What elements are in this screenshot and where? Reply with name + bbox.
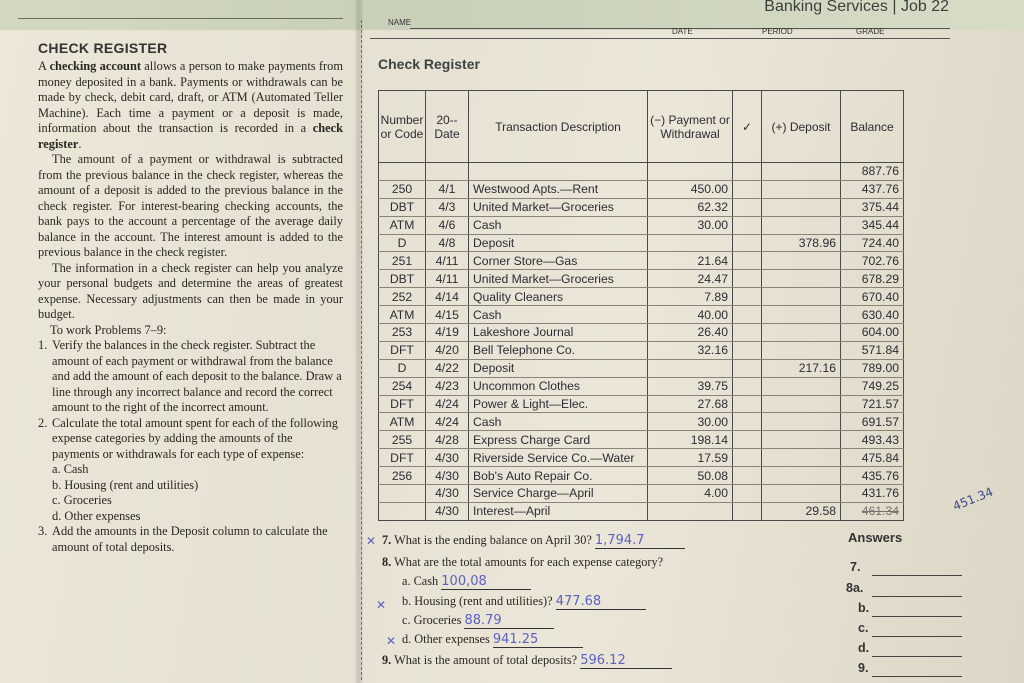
cell-desc: Riverside Service Co.—Water [469,449,648,467]
cell-chk [733,413,762,431]
question-7: 7. What is the ending balance on April 30? 1,794.7 [382,533,685,549]
cell-pay: 39.75 [648,377,733,395]
question-8b: b. Housing (rent and utilities)? 477.68 [402,594,646,610]
x-mark: ✕ [366,534,377,548]
cell-date: 4/8 [426,234,469,252]
cell-desc: Westwood Apts.—Rent [469,180,648,198]
cell-bal: 789.00 [841,359,904,377]
section-heading: CHECK REGISTER [38,40,168,56]
cell-desc: Quality Cleaners [469,288,648,306]
cell-desc: Bob's Auto Repair Co. [469,467,648,485]
category-d: d. Other expenses [52,508,141,523]
instructions-column [38,40,343,555]
answer-line-7[interactable] [872,575,962,576]
cell-chk [733,467,762,485]
cell-chk [733,449,762,467]
register-row [379,288,904,306]
job-label: Job 22 [900,0,949,15]
cell-pay: 450.00 [648,180,733,198]
cell-num: DBT [379,270,426,288]
cell-num: 250 [379,180,426,198]
register-row [379,180,904,198]
register-row [379,502,904,520]
cell-desc: Interest—April [469,502,648,520]
cell-num: D [379,359,426,377]
steps-list [38,323,343,556]
cell-chk [733,252,762,270]
cell-bal: 670.40 [841,288,904,306]
cell-bal: 461.34 [841,502,904,520]
cell-bal: 604.00 [841,324,904,342]
cell-desc: Deposit [469,234,648,252]
cell-bal: 437.76 [841,180,904,198]
answer-label-7: 7. [850,560,861,574]
register-row [379,270,904,288]
header-rule [370,38,950,39]
cell-bal: 345.44 [841,216,904,234]
cell-date: 4/30 [426,467,469,485]
question-9: 9. What is the amount of total deposits? 596.12 [382,653,672,669]
cell-dep: 217.16 [762,359,841,377]
register-row [379,306,904,324]
col-number: Number or Code [379,91,426,163]
cell-bal: 724.40 [841,234,904,252]
cell-dep [762,180,841,198]
q8b-answer-field[interactable]: 477.68 [556,594,646,610]
cell-num [379,485,426,503]
cell-dep [762,449,841,467]
cell-num: 254 [379,377,426,395]
header-banner [0,0,1024,30]
cell-date: 4/23 [426,377,469,395]
cell-pay: 62.32 [648,198,733,216]
register-row [379,395,904,413]
question-8d: d. Other expenses 941.25 [402,632,583,648]
cell-pay: 40.00 [648,306,733,324]
cell-date: 4/20 [426,341,469,359]
question-8: 8. What are the total amounts for each expense category? [382,555,664,569]
answer-line-8d[interactable] [872,656,962,657]
cell-pay: 4.00 [648,485,733,503]
question-8a: a. Cash 100,08 [402,574,531,590]
cell-dep [762,216,841,234]
cell-chk [733,306,762,324]
col-payment: (−) Payment or Withdrawal [648,91,733,163]
cell-chk [733,431,762,449]
cell-date: 4/24 [426,413,469,431]
cell-chk [733,485,762,503]
cell-desc: Express Charge Card [469,431,648,449]
register-row [379,216,904,234]
cell-desc: Power & Light—Elec. [469,395,648,413]
cell-num: 255 [379,431,426,449]
cell-bal: 571.84 [841,341,904,359]
analyze-paragraph: The information in a check register can help you analyze your personal budgets and determine the areas of greatest expense. Necessary adjustments can then be made in your budget. [38,260,343,321]
register-row [379,252,904,270]
q8d-answer-field[interactable]: 941.25 [493,632,583,648]
cell-chk [733,502,762,520]
cell-pay: 26.40 [648,324,733,342]
register-row [379,485,904,503]
cell-chk [733,216,762,234]
cell-pay: 27.68 [648,395,733,413]
cell-num: ATM [379,413,426,431]
answer-line-8c[interactable] [872,636,962,637]
margin-note: 451.34 [950,484,996,514]
cell-date: 4/6 [426,216,469,234]
answer-line-8b[interactable] [872,616,962,617]
intro-paragraph: A checking account allows a person to make payments from money deposited in a bank. Payments or withdrawals can be made by check, debit card, draft, or ATM (Automated Teller Machine). Each time a payment or a deposit is made, information about the transaction is recorded in a check register. [38,59,343,151]
register-row [379,377,904,395]
cell-num: DBT [379,198,426,216]
cell-chk [733,341,762,359]
answer-label-8c: c. [858,621,869,635]
answer-line-9[interactable] [872,676,962,677]
question-8c: c. Groceries 88.79 [402,613,554,629]
cell-desc: Cash [469,413,648,431]
cell-pay: 30.00 [648,216,733,234]
col-balance: Balance [841,91,904,163]
cell-dep [762,395,841,413]
cell-dep [762,288,841,306]
x-mark-d: ✕ [386,634,397,648]
cell-dep: 29.58 [762,502,841,520]
cell-chk [733,324,762,342]
cell-bal: 678.29 [841,270,904,288]
step-3: 3. Add the amounts in the Deposit column to calculate the amount of total deposits. [38,524,328,554]
q8c-answer-field[interactable]: 88.79 [464,613,554,629]
category-b: b. Housing (rent and utilities) [52,477,199,492]
work-intro: To work Problems 7–9: [50,322,167,337]
register-row [379,413,904,431]
opening-row [379,163,904,181]
cell-date: 4/28 [426,431,469,449]
register-row [379,431,904,449]
grade-field-label: GRADE [856,27,885,36]
cell-bal: 493.43 [841,431,904,449]
cell-date: 4/11 [426,270,469,288]
cell-chk [733,234,762,252]
cell-dep [762,377,841,395]
cell-date: 4/19 [426,324,469,342]
cell-chk [733,288,762,306]
period-field-label: PERIOD [762,27,793,36]
cell-pay: 32.16 [648,341,733,359]
cell-bal: 749.25 [841,377,904,395]
cut-line [361,20,362,680]
cell-num: 252 [379,288,426,306]
date-field-label: DATE [672,27,693,36]
cell-dep [762,198,841,216]
cell-chk [733,270,762,288]
subtract-paragraph: The amount of a payment or withdrawal is subtracted from the previous balance in the check register, whereas the amount of a deposit is added to the previous balance in the check register. For interest-bearing checking accounts, the bank pays to the account a percentage of the average daily balance in the account. The interest amount is added to the previous balance in the check register. [38,152,343,259]
cell-dep: 378.96 [762,234,841,252]
cell-num: 253 [379,324,426,342]
cell-date: 4/3 [426,198,469,216]
cell-chk [733,377,762,395]
cell-dep [762,467,841,485]
left-rule [18,18,343,19]
cell-pay: 198.14 [648,431,733,449]
cell-dep [762,413,841,431]
cell-bal: 630.40 [841,306,904,324]
cell-bal: 691.57 [841,413,904,431]
category-a: a. Cash [52,462,89,476]
register-rows [379,163,904,521]
cell-pay: 50.08 [648,467,733,485]
cell-date: 4/14 [426,288,469,306]
cell-num: ATM [379,306,426,324]
answer-label-8d: d. [858,641,870,655]
cell-dep [762,324,841,342]
col-deposit: (+) Deposit [762,91,841,163]
answer-line-8a[interactable] [872,596,962,597]
cell-date: 4/24 [426,395,469,413]
cell-num: DFT [379,449,426,467]
cell-bal: 475.84 [841,449,904,467]
cell-desc: United Market—Groceries [469,270,648,288]
cell-desc: Uncommon Clothes [469,377,648,395]
register-row [379,234,904,252]
cell-bal: 702.76 [841,252,904,270]
step-1: 1. Verify the balances in the check register. Subtract the amount of each payment or withdrawal from the balance and add the amount of each deposit to the balance. Draw a line through any incorrect balance and record the correct amount to the right of the incorrect amount. [38,338,342,414]
col-date: 20-- Date [426,91,469,163]
register-row [379,449,904,467]
cell-desc: Deposit [469,359,648,377]
cell-dep [762,341,841,359]
cell-pay: 7.89 [648,288,733,306]
cell-pay: 30.00 [648,413,733,431]
cell-dep [762,252,841,270]
cell-dep [762,306,841,324]
x-mark-b: ✕ [376,598,387,612]
cell-date: 4/30 [426,449,469,467]
cell-desc: United Market—Groceries [469,198,648,216]
register-row [379,359,904,377]
brand-label: Banking Services [764,0,888,15]
cell-dep [762,431,841,449]
cell-date: 4/30 [426,485,469,503]
q9-answer-field[interactable]: 596.12 [580,653,672,669]
col-description: Transaction Description [469,91,648,163]
cell-date: 4/22 [426,359,469,377]
cell-date: 4/15 [426,306,469,324]
q8a-answer-field[interactable]: 100,08 [441,574,531,590]
cell-bal: 721.57 [841,395,904,413]
cell-pay [648,502,733,520]
cell-dep [762,270,841,288]
name-field-label: NAME [388,18,412,27]
cell-num: 251 [379,252,426,270]
step-2: 2. Calculate the total amount spent for each of the following expense categories by adding the amounts of the payments or withdrawals for each type of expense: [38,415,338,461]
cell-date: 4/1 [426,180,469,198]
cell-date: 4/30 [426,502,469,520]
answer-label-9: 9. [858,661,869,675]
cell-desc: Cash [469,216,648,234]
check-register-table [378,90,904,521]
cell-bal: 435.76 [841,467,904,485]
cell-chk [733,395,762,413]
answers-heading: Answers [848,530,903,545]
cell-num: 256 [379,467,426,485]
cell-bal: 375.44 [841,198,904,216]
answer-label-8b: b. [858,601,870,615]
register-row [379,198,904,216]
cell-chk [733,198,762,216]
opening-balance: 887.76 [841,163,904,181]
cell-desc: Cash [469,306,648,324]
cell-dep [762,485,841,503]
register-row [379,341,904,359]
cell-pay: 24.47 [648,270,733,288]
register-row [379,467,904,485]
cell-desc: Bell Telephone Co. [469,341,648,359]
cell-pay [648,359,733,377]
cell-pay: 21.64 [648,252,733,270]
cell-num: D [379,234,426,252]
cell-chk [733,180,762,198]
cell-num [379,502,426,520]
cell-num: DFT [379,341,426,359]
brand-title: Banking Services | Job 22 [764,0,949,15]
cell-date: 4/11 [426,252,469,270]
register-title: Check Register [378,56,480,72]
register-row [379,324,904,342]
cell-num: DFT [379,395,426,413]
cell-num: ATM [379,216,426,234]
answer-label-8a: 8a. [846,581,864,595]
q7-answer-field[interactable]: 1,794.7 [595,533,685,549]
cell-bal: 431.76 [841,485,904,503]
cell-desc: Service Charge—April [469,485,648,503]
cell-chk [733,359,762,377]
cell-desc: Lakeshore Journal [469,324,648,342]
cell-desc: Corner Store—Gas [469,252,648,270]
cell-pay: 17.59 [648,449,733,467]
cell-pay [648,234,733,252]
category-c: c. Groceries [52,493,112,507]
col-check: ✓ [733,91,762,163]
